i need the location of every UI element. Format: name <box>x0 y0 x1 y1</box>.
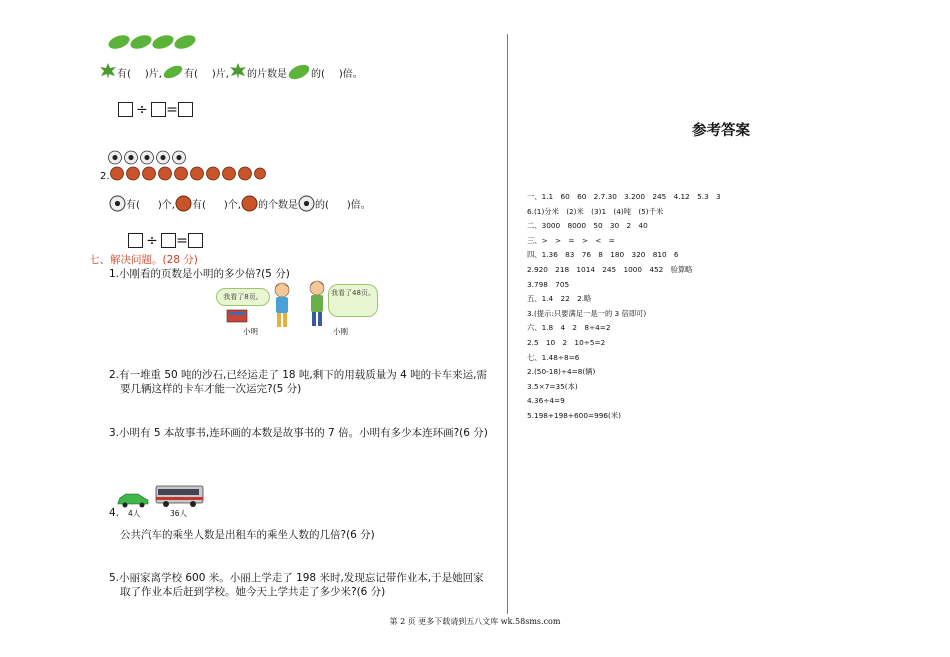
q1-equation <box>118 99 193 118</box>
answer-line: 2.920 218 1014 245 1000 452 验算略 <box>527 264 693 274</box>
answer-line: 4.36÷4=9 <box>527 396 565 406</box>
answer-box[interactable] <box>188 233 203 248</box>
answer-line: 2.(50-18)÷4=8(辆) <box>527 367 596 377</box>
answer-line: 3.(提示:只要满足一是一的 3 倍即可) <box>527 308 647 318</box>
taxi-car-icon <box>116 492 150 508</box>
equals-sign: = <box>176 232 188 249</box>
name-label-right: 小刚 <box>333 327 348 336</box>
answer-line: 二、3000 8000 50 30 2 40 <box>527 221 648 231</box>
problem-1-illustration <box>216 280 380 340</box>
answers-title: 参考答案 <box>692 123 750 139</box>
soccer-ball-icon <box>109 195 126 212</box>
basketball-icon <box>241 195 258 212</box>
maple-leaf-icon <box>99 62 117 80</box>
name-label-left: 小明 <box>243 327 258 336</box>
page-footer: 第 2 页 更多下载请到五八文库 wk.58sms.com <box>389 617 561 626</box>
answer-line: 2.5 10 2 10÷5=2 <box>527 337 606 347</box>
problem-1: 1.小刚看的页数是小明的多少倍?(5 分) <box>109 268 290 280</box>
leaf-icons <box>108 33 196 51</box>
taxi-passenger-label: 4人 <box>128 509 141 518</box>
problem-5-line-2: 取了作业本后赶到学校。她今天上学共走了多少米?(6 分) <box>120 586 386 598</box>
soccer-ball-icons <box>108 150 188 165</box>
answer-line: 七、1.48÷8=6 <box>527 352 580 362</box>
leaf-icon <box>287 64 311 80</box>
answer-box[interactable] <box>128 233 143 248</box>
section-7-heading: 七、解决问题。(28 分) <box>89 254 198 266</box>
bus-icon <box>155 484 205 508</box>
boy-xiaogang-figure <box>304 280 330 332</box>
q1-sentence: 有( )片, 有( )片, 的片数是 的( )倍。 <box>99 62 363 81</box>
speech-bubble-left: 我看了8页。 <box>216 288 270 306</box>
answer-line: 3.798 705 <box>527 279 570 289</box>
q2-number: 2. <box>100 171 110 182</box>
answer-line: 3.5×7=35(本) <box>527 381 578 391</box>
soccer-ball-icon <box>298 195 315 212</box>
boy-xiaoming-figure <box>270 282 294 332</box>
problem-3: 3.小明有 5 本故事书,连环画的本数是故事书的 7 倍。小明有多少本连环画?(6 分) <box>109 427 488 439</box>
q2-equation <box>128 230 203 249</box>
problem-2-line-1: 2.有一堆重 50 吨的沙石,已经运走了 18 吨,剩下的用载质量为 4 吨的卡车来运,需 <box>109 369 487 381</box>
leaf-row <box>108 33 196 55</box>
problem-2-line-2: 要几辆这样的卡车才能一次运完?(5 分) <box>120 383 302 395</box>
answer-line: 一、1.1 60 60 2.7.30 3.200 245 4.12 5.3 3 <box>527 192 721 201</box>
divide-sign: ÷ <box>136 101 148 118</box>
answer-line: 四、1.36 83 76 8 180 320 810 6 <box>527 250 679 260</box>
problem-5-line-1: 5.小丽家离学校 600 米。小丽上学走了 198 米时,发现忘记带作业本,于是她回家 <box>109 572 484 584</box>
answer-box[interactable] <box>118 102 133 117</box>
answer-line: 5.198+198+600=996(米) <box>527 410 622 420</box>
speech-bubble-right: 我看了48页。 <box>328 284 378 317</box>
problem-4-number: 4. <box>109 507 120 519</box>
bus-passenger-label: 36人 <box>170 509 188 518</box>
problem-4-illustration <box>116 484 208 520</box>
answer-line: 三、> > = > < = <box>527 235 615 245</box>
basketball-row <box>110 166 266 185</box>
q2-sentence: 有( )个, 有( )个, 的个数是 的( )倍。 <box>109 195 371 212</box>
leaf-icon <box>162 65 184 79</box>
divide-sign: ÷ <box>146 232 158 249</box>
answers-list <box>527 190 721 424</box>
basketball-icons <box>110 166 266 181</box>
answer-box[interactable] <box>151 102 166 117</box>
problem-4-question: 公共汽车的乘坐人数是出租车的乘坐人数的几倍?(6 分) <box>120 529 375 541</box>
column-divider <box>507 34 508 614</box>
equals-sign: = <box>166 101 178 118</box>
book-icon <box>226 308 248 324</box>
basketball-icon <box>175 195 192 212</box>
answer-box[interactable] <box>161 233 176 248</box>
answer-line: 6.(1)分米 (2)米 (3)1 (4)吨 (5)千米 <box>527 206 664 216</box>
maple-leaf-icon <box>229 62 247 80</box>
answer-box[interactable] <box>178 102 193 117</box>
answer-line: 五、1.4 22 2.略 <box>527 294 592 304</box>
answer-line: 六、1.8 4 2 8÷4=2 <box>527 323 611 333</box>
